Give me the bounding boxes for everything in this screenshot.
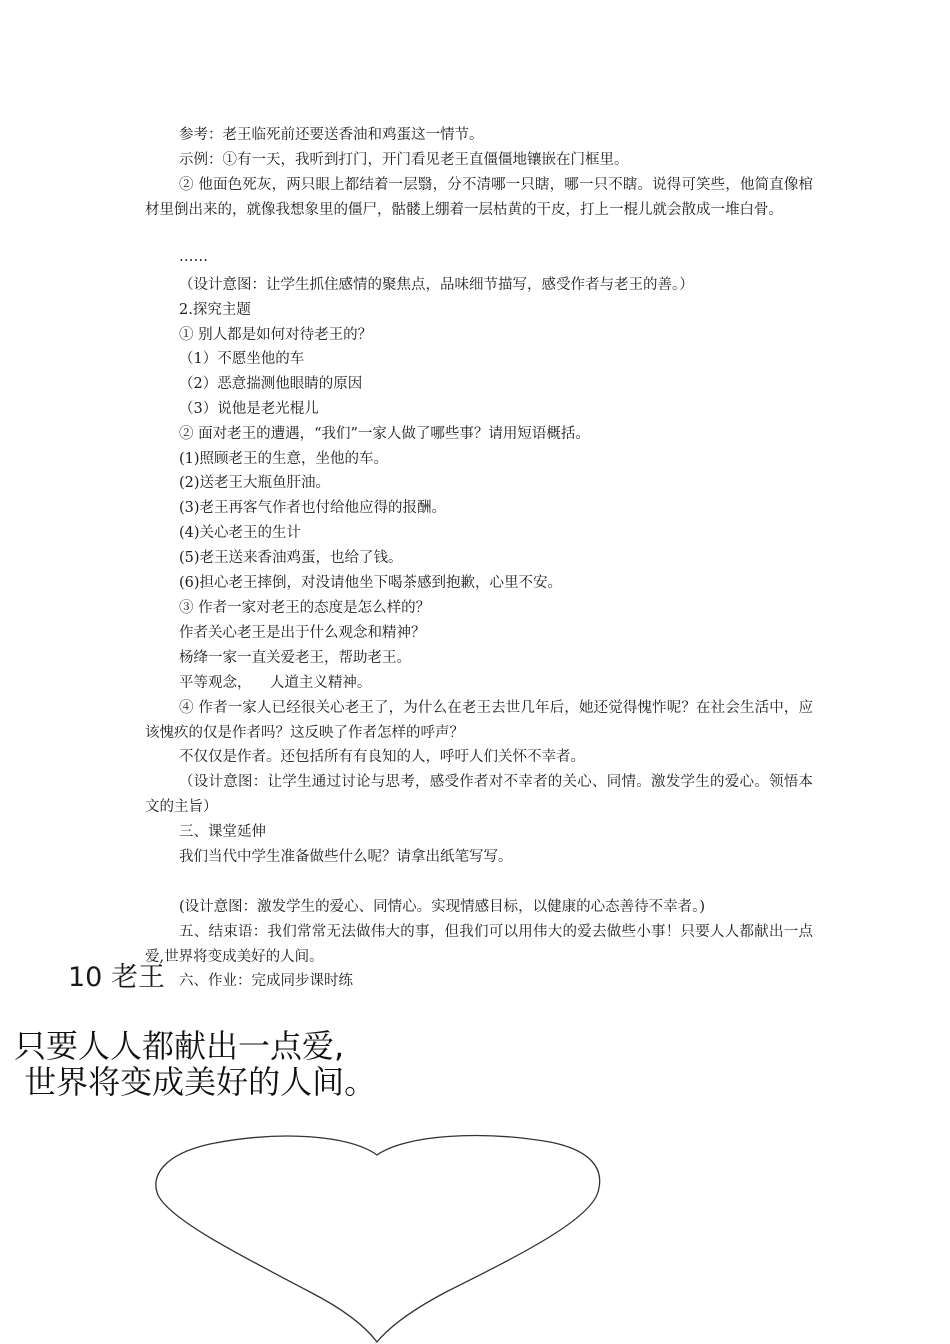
question-1: ① 别人都是如何对待老王的？: [179, 327, 373, 343]
list-item: (5)老王送来香油鸡蛋，也给了钱。: [179, 550, 403, 566]
paragraph-design-intent-1: （设计意图：让学生抓住感情的聚焦点，品味细节描写，感受作者与老王的善。）: [179, 277, 694, 293]
answer-3: 杨绛一家一直关爱老王，帮助老王。: [179, 650, 411, 666]
paragraph-reference: 参考：老王临死前还要送香油和鸡蛋这一情节。: [179, 127, 484, 143]
list-item: （3）说他是老光棍儿: [179, 401, 319, 417]
paragraph-conclusion: 五、结束语：我们常常无法做伟大的事，但我们可以用伟大的爱去做些小事！只要人人都献出一点爱,世界将变成美好的人间。: [145, 924, 813, 965]
list-item: （1）不愿坐他的车: [179, 351, 305, 367]
list-item: (2)送老王大瓶鱼肝油。: [179, 475, 331, 491]
paragraph-extension-task: 我们当代中学生准备做些什么呢？请拿出纸笔写写。: [179, 849, 513, 865]
paragraph-ellipsis: ……: [179, 249, 208, 265]
paragraph-design-intent-2: （设计意图：让学生通过讨论与思考，感受作者对不幸者的关心、同情。激发学生的爱心。领悟本文的主旨）: [145, 774, 813, 815]
motto-line-1: 只要人人都献出一点爱,: [14, 1027, 345, 1065]
list-item: (4)关心老王的生计: [179, 525, 302, 541]
section-heading-extension: 三、课堂延伸: [179, 824, 266, 840]
question-4: ④ 作者一家人已经很关心老王了，为什么在老王去世几年后，她还觉得愧怍呢？在社会生活中，应该愧疚的仅是作者吗？这反映了作者怎样的呼声？: [145, 700, 813, 741]
paragraph-homework: 六、作业：完成同步课时练: [179, 973, 353, 989]
motto: [14, 1028, 376, 1100]
paragraph-example: 示例：①有一天，我听到打门，开门看见老王直僵僵地镶嵌在门框里。: [179, 152, 629, 168]
list-item: （2）恶意揣测他眼睛的原因: [179, 376, 363, 392]
paragraph-description: ② 他面色死灰，两只眼上都结着一层翳，分不清哪一只瞎，哪一只不瞎。说得可笑些，他简直像棺材里倒出来的，就像我想象里的僵尸，骷髅上绷着一层枯黄的干皮，打上一棍儿就会散成一堆白骨。: [145, 177, 813, 218]
paragraph-design-intent-3: (设计意图：激发学生的爱心、同情心。实现情感目标，以健康的心态善待不幸者。): [179, 899, 706, 915]
question-2: ② 面对老王的遭遇，“我们”一家人做了哪些事？请用短语概括。: [179, 426, 590, 442]
list-item: (1)照顾老王的生意，坐他的车。: [179, 451, 389, 467]
answer-4: 不仅仅是作者。还包括所有有良知的人，呼吁人们关怀不幸者。: [179, 749, 585, 765]
list-item: (3)老王再客气作者也付给他应得的报酬。: [179, 500, 447, 516]
heart-shape: [150, 1130, 605, 1344]
section-heading-explore-theme: 2.探究主题: [179, 302, 251, 318]
question-3: ③ 作者一家对老王的态度是怎么样的？: [179, 600, 431, 616]
list-item: (6)担心老王摔倒，对没请他坐下喝茶感到抱歉，心里不安。: [179, 575, 563, 591]
answer-3-sub: 平等观念， 人道主义精神。: [179, 675, 372, 691]
question-3-sub: 作者关心老王是出于什么观念和精神？: [179, 625, 426, 641]
motto-line-2: 世界将变成美好的人间。: [14, 1063, 377, 1101]
lesson-title: 10 老王: [68, 962, 165, 993]
